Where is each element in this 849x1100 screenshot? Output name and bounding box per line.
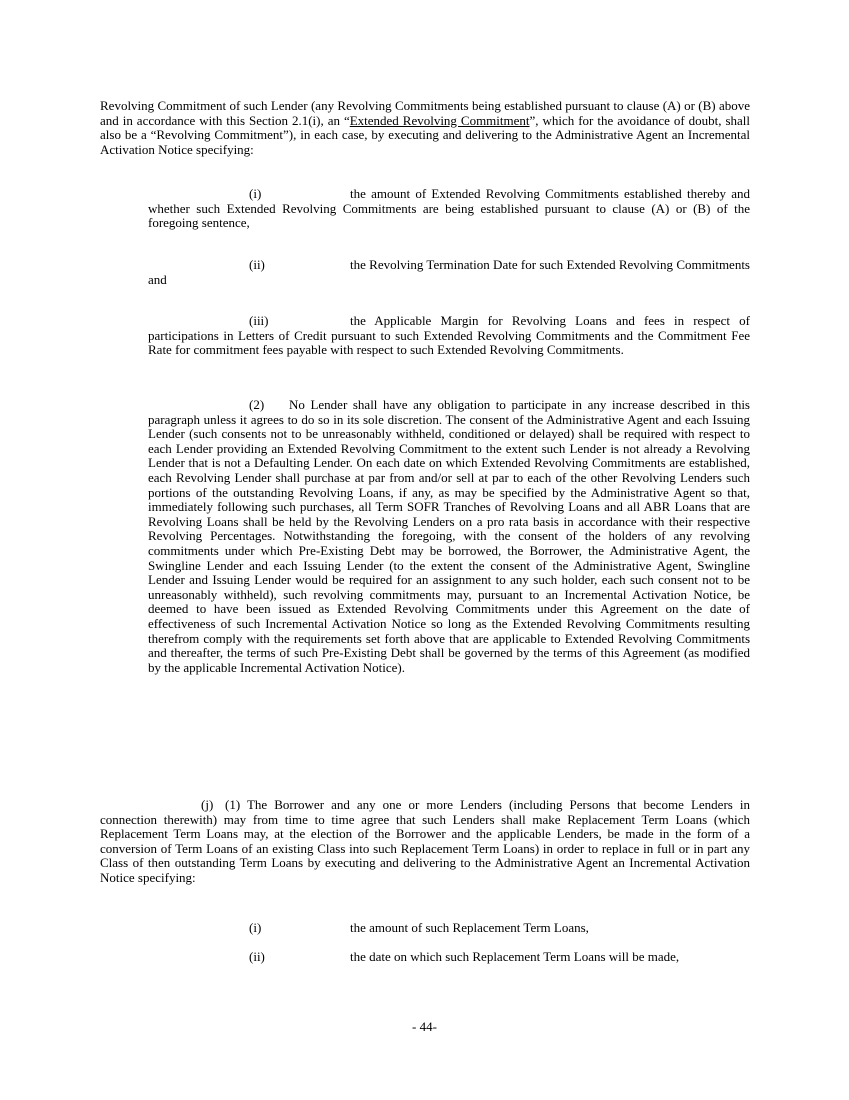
clause-marker: (i) — [249, 186, 262, 201]
list-marker: (ii) — [249, 949, 265, 964]
defined-term-extended-revolving-commitment: Extended Revolving Commitment — [349, 112, 530, 128]
list-text: the date on which such Replacement Term Loans will be made, — [350, 949, 680, 964]
list-item-i — [249, 921, 589, 936]
paragraph-text-end: ”, which for the avoidance of doubt, shall also be a “Revolving Commitment”), in each case, by executing and delivering to the Administrative Agent an Incremental Activation Notice specifying: — [100, 112, 751, 157]
clause-marker: (j) — [201, 797, 214, 812]
clause-iii-applicable-margin — [148, 314, 750, 358]
page-number: - 44- — [412, 1019, 437, 1034]
clause-j-replacement-term-loans — [100, 798, 750, 886]
clause-text: the Applicable Margin for Revolving Loans and fees in respect of participations in Letters of Credit pursuant to such Extended Revolving Commitments and the Commitment Fee Rate for commitment fees payable with respect to such Extended Revolving Commitments. — [148, 313, 750, 358]
clause-text: No Lender shall have any obligation to participate in any increase described in this paragraph unless it agrees to do so in its sole discretion. The consent of the Administrative Agent and each Issuing Lender (such consents not to be unreasonably withheld, conditioned or delayed) shall be required with respect to each Lender providing an Extended Revolving Commitment to the extent such Lender is not already a Revolving Lender that is not a Defaulting Lender. On each date on which Extended Revolving Commitments are established, each Revolving Lender shall purchase at par from and/or sell at par to each of the other Revolving Lenders such portions of the outstanding Revolving Loans, if any, as may be specified by the Administrative Agent so that, immediately following such purchases, all Term SOFR Tranches of Revolving Loans and all ABR Loans that are Revolving Loans shall be held by the Revolving Lenders on a pro rata basis in accordance with their respective Revolving Percentages. Notwithstanding the foregoing, with the consent of the holders of any revolving commitments under which Pre-Existing Debt may be borrowed, the Borrower, the Administrative Agent, the Swingline Lender and each Issuing Lender (to the extent the consent of the Administrative Agent, Swingline Lender and Issuing Lender would be required for an assignment to any such holder, each such consent not to be unreasonably withheld), such revolving commitments may, pursuant to an Incremental Activation Notice, be deemed to have been issued as Extended Revolving Commitments under this Agreement on the date of effectiveness of such Incremental Activation Notice so long as the Extended Revolving Commitments resulting therefrom comply with the requirements set forth above that are applicable to Extended Revolving Commitments and thereafter, the terms of such Pre-Existing Debt shall be governed by the terms of this Agreement (as modified by the applicable Incremental Activation Notice). — [148, 397, 750, 675]
clause-marker: (iii) — [249, 313, 269, 328]
list-item-ii — [249, 950, 679, 965]
clause-text: the amount of Extended Revolving Commitments established thereby and whether such Extended Revolving Commitments are being established pursuant to clause (A) or (B) of the foregoing sentence, — [148, 186, 750, 231]
clause-marker: (2) — [249, 397, 265, 412]
list-text: the amount of such Replacement Term Loans, — [350, 920, 589, 935]
clause-marker: (ii) — [249, 257, 265, 272]
list-marker: (i) — [249, 920, 262, 935]
clause-2-no-obligation — [148, 398, 750, 675]
clause-text: the Revolving Termination Date for such Extended Revolving Commitments and — [148, 257, 750, 287]
paragraph-extended-revolving-commitment — [100, 99, 750, 157]
clause-ii-termination-date — [148, 258, 750, 287]
paragraph-text-start: Revolving Commitment of such Lender (any Revolving Commitments being established pursuant to clause (A) or (B) above and in accordance with this Section 2.1(i), an “ — [100, 98, 750, 128]
clause-i-amount — [148, 187, 750, 231]
clause-text: (1) The Borrower and any one or more Lenders (including Persons that become Lenders in connection therewith) may from time to time agree that such Lenders shall make Replacement Term Loans (which Replacement Term Loans may, at the election of the Borrower and the applicable Lenders, be made in the form of a conversion of Term Loans of an existing Class into such Replacement Term Loans) in order to replace in full or in part any Class of then outstanding Term Loans by executing and delivering to the Administrative Agent an Incremental Activation Notice specifying: — [100, 797, 750, 885]
